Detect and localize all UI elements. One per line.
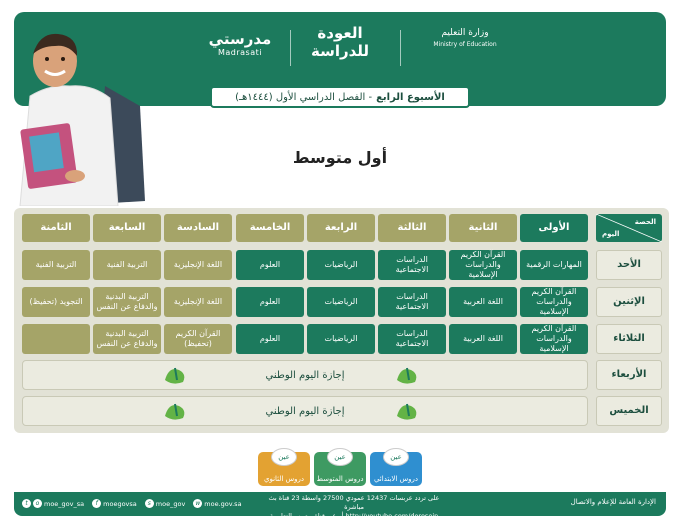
lesson-cell: القرآن الكريم والدراسات الإسلامية (449, 250, 517, 280)
social-snapchat[interactable] (145, 499, 186, 508)
lesson-cell: التجويد (تحفيظ) (22, 287, 90, 317)
channel-label: دروس الابتدائي (373, 475, 419, 483)
media-department-logo: الإدارة العامة للإعلام والاتصال (570, 498, 656, 506)
footer-bar (14, 492, 666, 520)
period-header: الأولى (520, 214, 588, 242)
period-header: السادسة (164, 214, 232, 242)
period-header: الثامنة (22, 214, 90, 242)
globe-icon: w (193, 499, 202, 508)
lesson-cell: التربية البدنية والدفاع عن النفس (93, 324, 161, 354)
social-links (22, 499, 242, 508)
facebook-icon: f (92, 499, 101, 508)
madrasati-ar: مدرستي (208, 30, 272, 48)
student-illustration (10, 26, 150, 206)
channel-intermediate-button[interactable] (314, 452, 366, 486)
madrasati-logo (200, 30, 280, 57)
channel-primary-button[interactable] (370, 452, 422, 486)
divider (400, 30, 401, 66)
ministry-en: Ministry of Education (433, 41, 497, 48)
channel-label: دروس المتوسط (316, 475, 364, 483)
lesson-cell: القرآن الكريم والدراسات الإسلامية (520, 287, 588, 317)
week-label: الأسبوع الرابع (376, 91, 445, 103)
social-handle: moe.gov.sa (204, 499, 242, 508)
lesson-cell: الرياضيات (307, 324, 375, 354)
ein-logo-icon: عين (271, 448, 297, 466)
holiday-row (22, 360, 588, 390)
channel-label: دروس الثانوي (263, 475, 304, 483)
ministry-ar: وزارة التعليم (441, 28, 489, 38)
snapchat-icon: s (145, 499, 154, 508)
lesson-cell: القرآن الكريم والدراسات الإسلامية (520, 324, 588, 354)
broadcast-line2-text: أو عبر قناة يوتيوب التعليمية (269, 512, 344, 520)
lesson-cell: اللغة العربية (449, 287, 517, 317)
return-line2: للدراسة (310, 42, 370, 60)
period-header: الرابعة (307, 214, 375, 242)
period-header: السابعة (93, 214, 161, 242)
social-handle: moe_gov (155, 499, 186, 508)
lesson-cell: المهارات الرقمية (520, 250, 588, 280)
broadcast-info (264, 494, 444, 521)
lesson-cell: العلوم (236, 287, 304, 317)
instagram-icon: o (33, 499, 42, 508)
divider (290, 30, 291, 66)
ministry-logo (420, 28, 510, 50)
day-label: الأربعاء (596, 360, 662, 390)
day-label: الثلاثاء (596, 324, 662, 354)
national-day-logo (161, 400, 191, 422)
day-label: الإثنين (596, 287, 662, 317)
lesson-cell: الدراسات الاجتماعية (378, 324, 446, 354)
national-day-logo (393, 400, 423, 422)
corner-period-label: الحصة (634, 218, 656, 226)
social-handle: moe_gov_sa (44, 499, 85, 508)
lesson-cell: التربية الفنية (22, 250, 90, 280)
ein-logo-icon: عين (327, 448, 353, 466)
lesson-cell: اللغة العربية (449, 324, 517, 354)
broadcast-line2 (264, 512, 444, 521)
day-label: الأحد (596, 250, 662, 280)
twitter-icon: t (22, 499, 31, 508)
social-facebook[interactable] (92, 499, 137, 508)
back-to-school-logo (300, 24, 380, 60)
lesson-cell: الرياضيات (307, 250, 375, 280)
channel-secondary-button[interactable] (258, 452, 310, 486)
ein-logo-icon: عين (383, 448, 409, 466)
return-line1: العودة (317, 24, 363, 42)
term-label: - الفصل الدراسي الأول (١٤٤٤هـ) (235, 91, 373, 103)
lesson-cell: العلوم (236, 250, 304, 280)
week-banner (210, 86, 470, 108)
lesson-cell: العلوم (236, 324, 304, 354)
lesson-cell: القرآن الكريم (تحفيظ) (164, 324, 232, 354)
lesson-cell: التربية البدنية والدفاع عن النفس (93, 287, 161, 317)
day-label: الخميس (596, 396, 662, 426)
lesson-cell: اللغة الإنجليزية (164, 287, 232, 317)
empty-cell (22, 324, 90, 354)
holiday-label: إجازة اليوم الوطني (265, 405, 345, 417)
holiday-label: إجازة اليوم الوطني (265, 369, 345, 381)
lesson-cell: اللغة الإنجليزية (164, 250, 232, 280)
national-day-logo (161, 364, 191, 386)
social-handle: moegovsa (103, 499, 137, 508)
lesson-cell: الدراسات الاجتماعية (378, 250, 446, 280)
national-day-logo (393, 364, 423, 386)
lesson-cell: التربية الفنية (93, 250, 161, 280)
youtube-url[interactable]: http://youtube.com/dorosein (345, 512, 439, 520)
broadcast-line1: على تردد عربسات 12437 عمودي 27500 واسطة 23 قناة بث مباشرة (268, 494, 440, 511)
corner-header (596, 214, 662, 242)
holiday-row (22, 396, 588, 426)
level-title: أول متوسط (292, 148, 388, 167)
madrasati-en: Madrasati (217, 48, 262, 57)
social-twitter[interactable] (22, 499, 84, 508)
lesson-cell: الدراسات الاجتماعية (378, 287, 446, 317)
corner-day-label: اليوم (602, 230, 620, 238)
period-header: الثالثة (378, 214, 446, 242)
social-website[interactable] (193, 499, 241, 508)
lesson-cell: الرياضيات (307, 287, 375, 317)
period-header: الثانية (449, 214, 517, 242)
period-header: الخامسة (236, 214, 304, 242)
schedule-table (14, 208, 669, 433)
